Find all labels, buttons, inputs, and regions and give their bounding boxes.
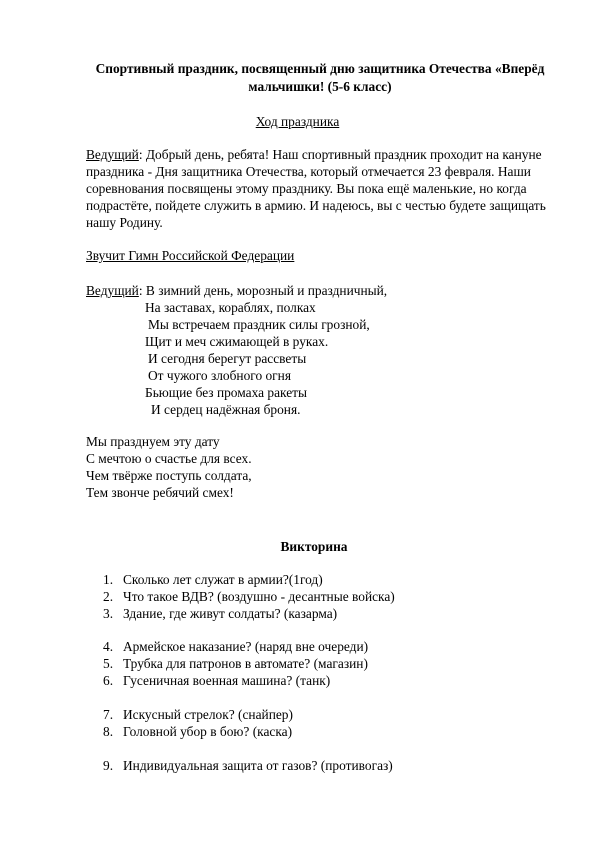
- stanza-line: Мы празднуем эту дату: [86, 434, 220, 449]
- poem-line: Бьющие без промаха ракеты: [145, 385, 307, 400]
- quiz-item-number: 8.: [103, 724, 114, 739]
- stanza-line: Тем звонче ребячий смех!: [86, 485, 234, 500]
- anthem-line: Звучит Гимн Российской Федерации: [86, 248, 295, 263]
- poem-line: Мы встречаем праздник силы грозной,: [148, 317, 370, 332]
- quiz-item-number: 6.: [103, 673, 114, 688]
- quiz-item-text: Трубка для патронов в автомате? (магазин): [123, 656, 368, 671]
- poem-speaker: Ведущий: [86, 283, 139, 298]
- quiz-item-text: Что такое ВДВ? (воздушно - десантные войска): [123, 589, 395, 604]
- document-title: Спортивный праздник, посвященный дню защитника Отечества «Вперёд мальчишки! (5-6 класс): [95, 61, 545, 94]
- quiz-item: [103, 588, 395, 605]
- poem-line: На заставах, кораблях, полках: [145, 300, 316, 315]
- poem-line: И сердец надёжная броня.: [151, 402, 301, 417]
- quiz-item-number: 9.: [103, 758, 114, 773]
- poem-line: Щит и меч сжимающей в руках.: [145, 334, 329, 349]
- poem-line: И сегодня берегут рассветы: [148, 351, 307, 366]
- quiz-item: [103, 571, 323, 588]
- poem-line: : В зимний день, морозный и праздничный,: [138, 283, 388, 298]
- quiz-item: [103, 655, 368, 672]
- quiz-item-text: Здание, где живут солдаты? (казарма): [123, 606, 338, 621]
- quiz-item: [103, 672, 330, 689]
- quiz-item-text: Индивидуальная защита от газов? (противогаз): [123, 758, 393, 773]
- quiz-item: [103, 723, 292, 740]
- quiz-item-number: 7.: [103, 707, 114, 722]
- poem-first-line: [86, 282, 387, 299]
- quiz-item-number: 2.: [103, 589, 114, 604]
- poem-line: От чужого злобного огня: [148, 368, 291, 383]
- intro-paragraph: [86, 146, 556, 231]
- quiz-item-text: Искусный стрелок? (снайпер): [123, 707, 293, 722]
- intro-text: : Добрый день, ребята! Наш спортивный праздник проходит на кануне праздника - Дня защитника Отечества, который отмечается 23 февраля. Наши соревнования посвящены этому празднику. Вы пока ещё маленькие, но когда подрастёте, пойдете служить в армию. И надеюсь, вы с честью будете защищать нашу Родину.: [86, 147, 546, 230]
- quiz-item-number: 4.: [103, 639, 114, 654]
- quiz-item: [103, 706, 293, 723]
- quiz-item-text: Сколько лет служат в армии?(1год): [123, 572, 323, 587]
- quiz-item-text: Армейское наказание? (наряд вне очереди): [123, 639, 369, 654]
- intro-speaker: Ведущий: [86, 147, 139, 162]
- quiz-item: [103, 638, 368, 655]
- stanza-line: С мечтою о счастье для всех.: [86, 451, 252, 466]
- stanza: [86, 433, 252, 501]
- quiz-item: [103, 605, 337, 622]
- quiz-item-number: 5.: [103, 656, 114, 671]
- quiz-item-text: Гусеничная военная машина? (танк): [123, 673, 331, 688]
- quiz-item-number: 3.: [103, 606, 114, 621]
- quiz-title: Викторина: [280, 539, 348, 554]
- quiz-item: [103, 757, 393, 774]
- stanza-line: Чем твёрже поступь солдата,: [86, 468, 252, 483]
- quiz-item-number: 1.: [103, 572, 114, 587]
- section-heading: Ход праздника: [255, 114, 340, 129]
- quiz-item-text: Головной убор в бою? (каска): [123, 724, 293, 739]
